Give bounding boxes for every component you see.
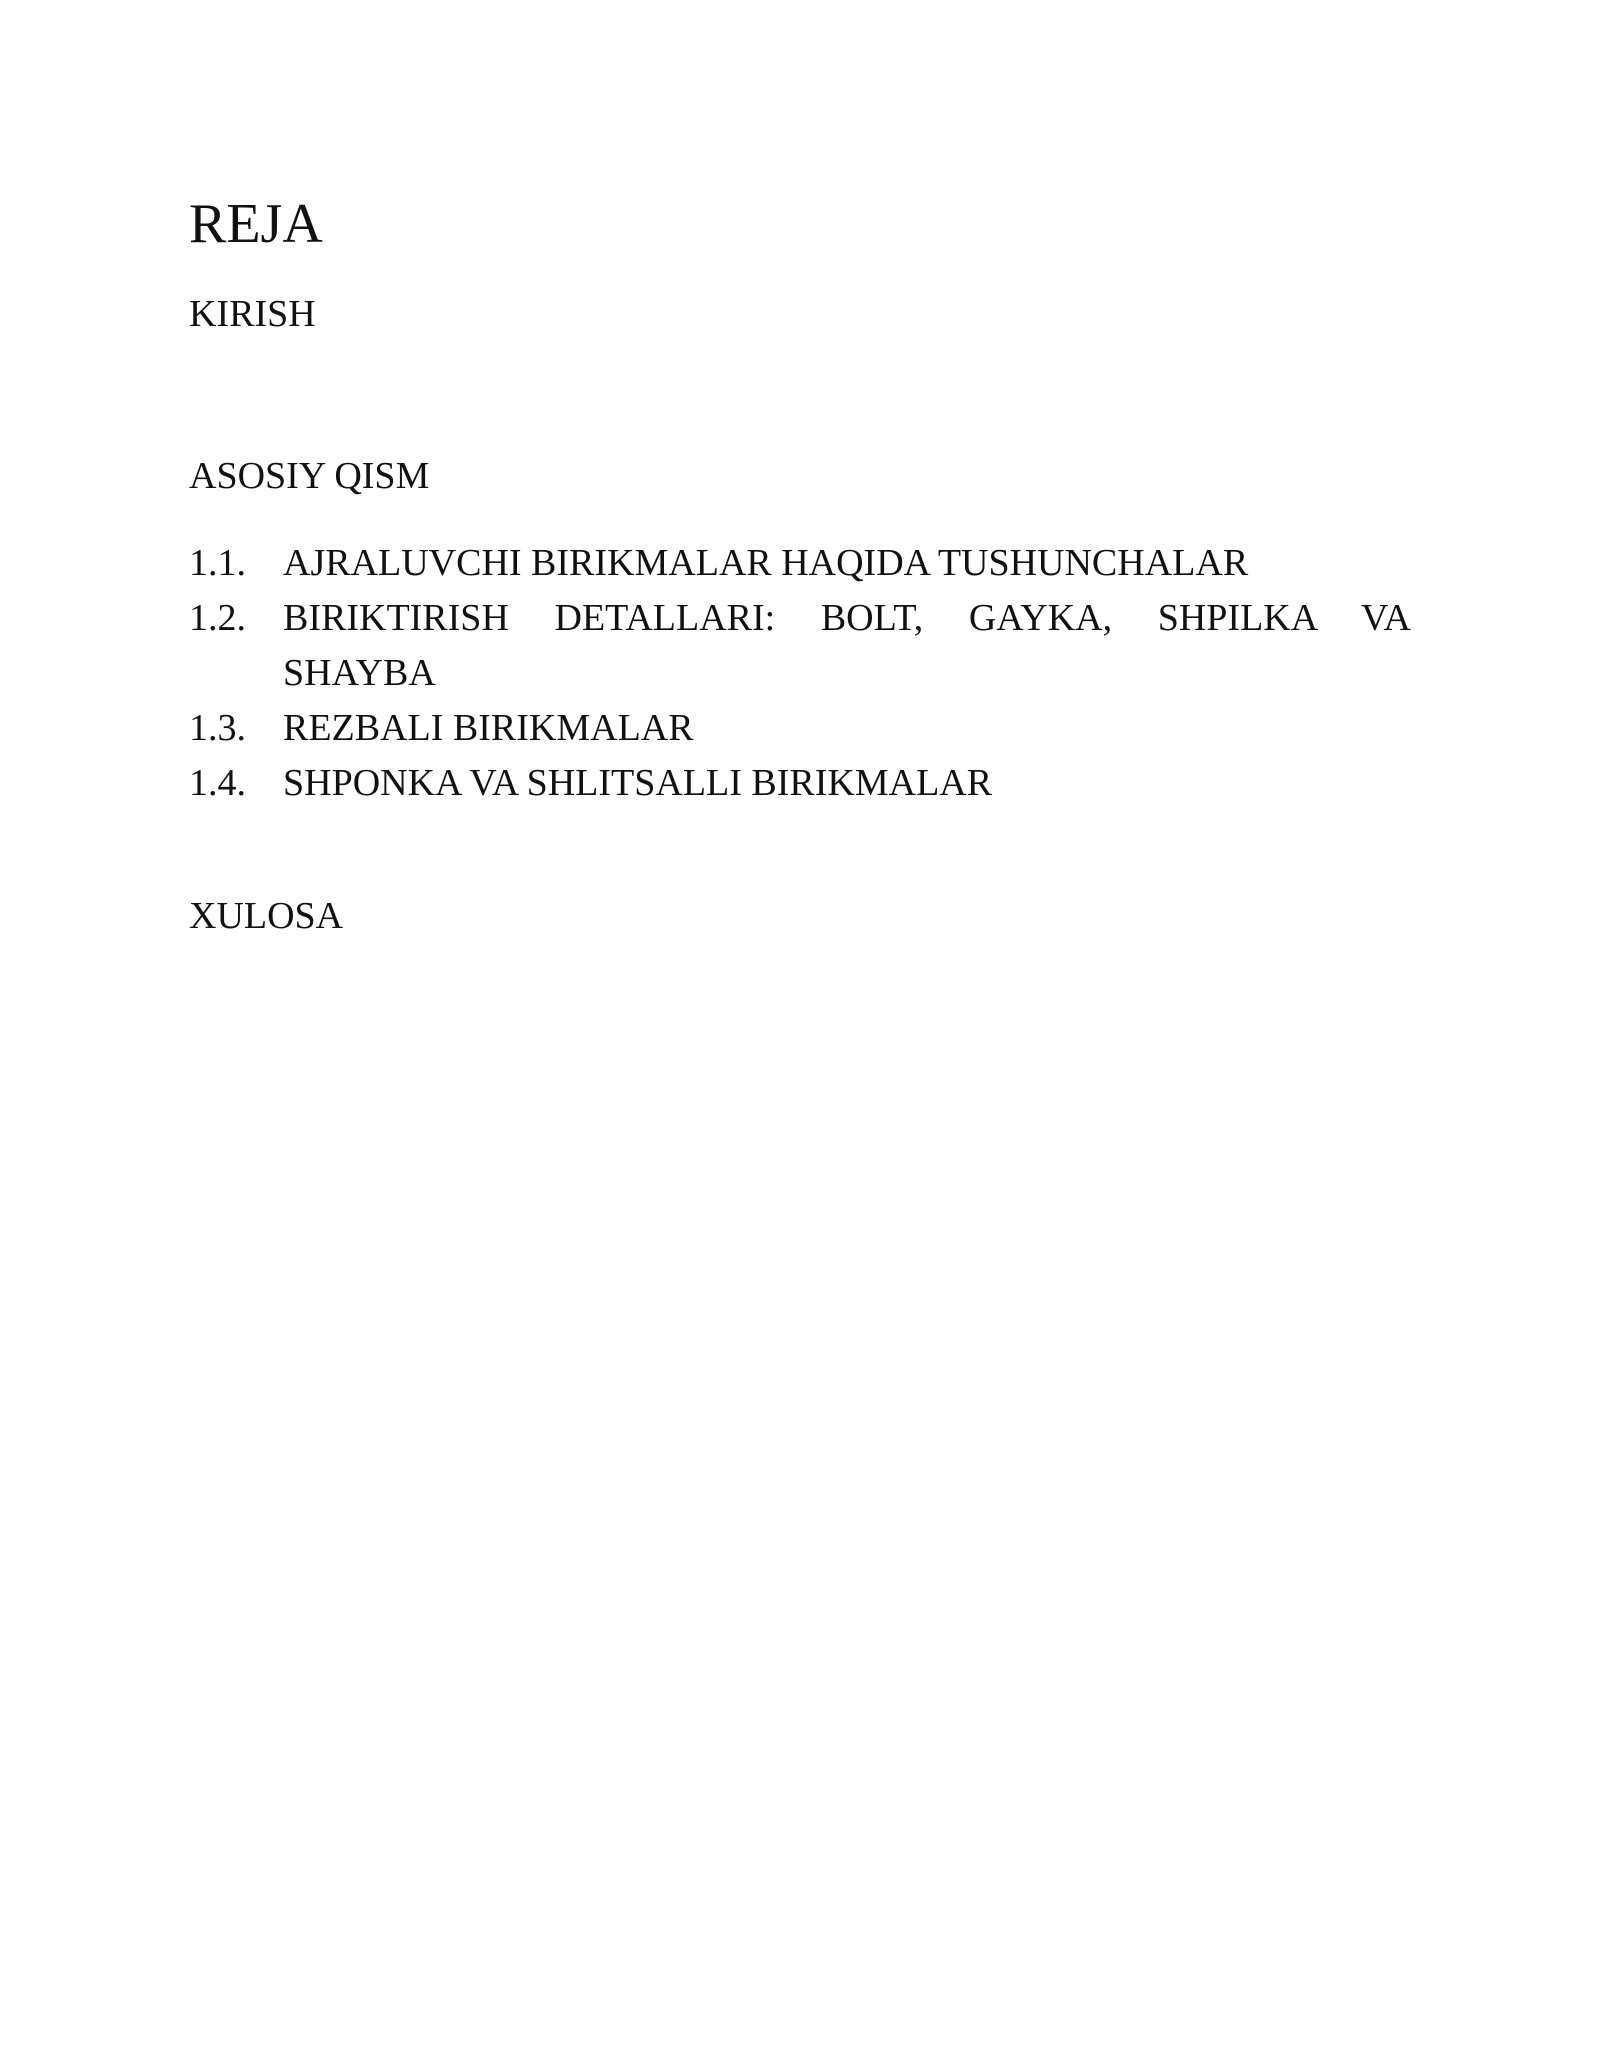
toc-number: 1.4. xyxy=(189,762,246,804)
toc-item-1-2 xyxy=(189,591,1411,701)
document-title: REJA xyxy=(189,193,323,255)
toc-text: AJRALUVCHI BIRIKMALAR HAQIDA TUSHUNCHALAR xyxy=(283,542,1249,584)
table-of-contents xyxy=(189,536,1411,811)
toc-number: 1.1. xyxy=(189,542,246,584)
toc-item-1-4 xyxy=(189,756,1411,811)
toc-item-1-1 xyxy=(189,536,1411,591)
toc-item-1-3 xyxy=(189,701,1411,756)
toc-text: SHPONKA VA SHLITSALLI BIRIKMALAR xyxy=(283,762,993,804)
toc-text: REZBALI BIRIKMALAR xyxy=(283,707,694,749)
toc-number: 1.2. xyxy=(189,597,246,639)
intro-heading: KIRISH xyxy=(189,293,316,335)
toc-text: BIRIKTIRISH DETALLARI: BOLT, GAYKA, SHPILKA VA SHAYBA xyxy=(283,597,1411,694)
conclusion-heading: XULOSA xyxy=(189,895,344,937)
main-section-heading: ASOSIY QISM xyxy=(189,455,430,497)
toc-number: 1.3. xyxy=(189,707,246,749)
